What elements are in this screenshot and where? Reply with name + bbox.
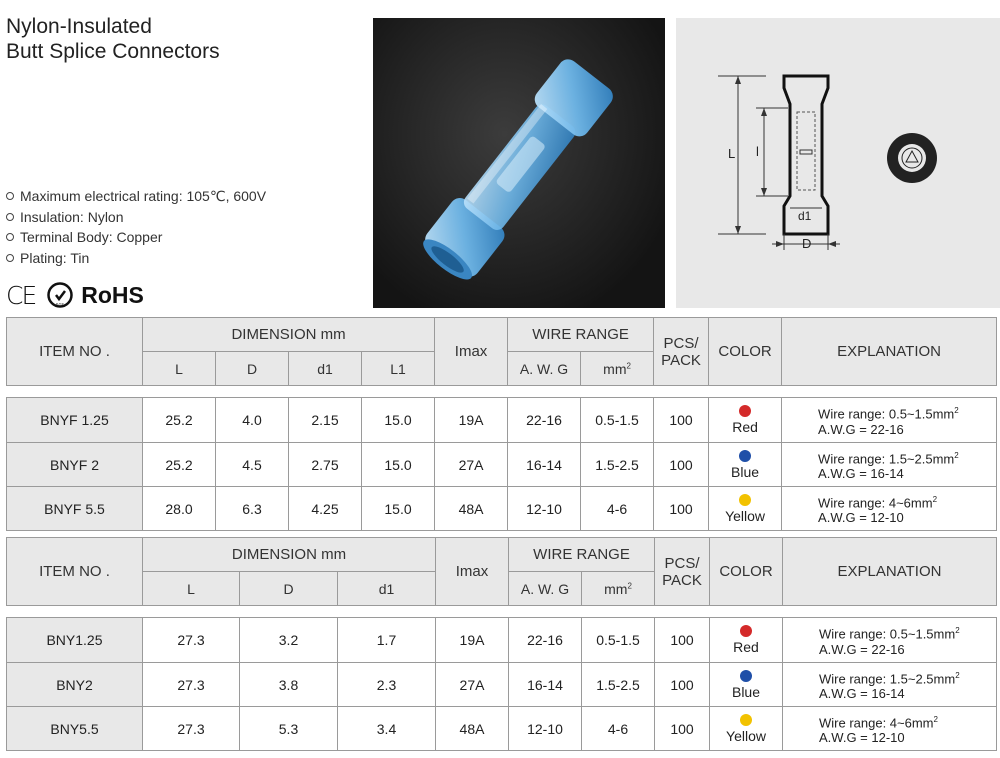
header-imax: Imax <box>435 318 508 386</box>
cell-L: 27.3 <box>143 707 240 751</box>
header-pcs-pack: PCS/ PACK <box>655 538 710 606</box>
cell-awg: 16-14 <box>508 443 581 487</box>
svg-text:D: D <box>802 236 812 251</box>
spec-item <box>6 248 266 269</box>
cell-D: 4.5 <box>216 443 289 487</box>
cell-D: 4.0 <box>216 398 289 443</box>
spec-list <box>6 186 266 268</box>
cell-color: Yellow <box>709 487 782 531</box>
svg-text:d1: d1 <box>798 209 812 223</box>
cell-d1: 3.4 <box>338 707 436 751</box>
cell-color: Yellow <box>710 707 783 751</box>
color-dot-icon <box>739 450 751 462</box>
dimension-diagram <box>676 18 1000 308</box>
item-no: BNYF 5.5 <box>7 487 143 531</box>
table-row <box>7 618 997 663</box>
cell-L1: 15.0 <box>362 398 435 443</box>
cell-mm2: 1.5-2.5 <box>581 443 654 487</box>
cell-L1: 15.0 <box>362 443 435 487</box>
svg-text:L: L <box>728 146 736 161</box>
cell-pcs: 100 <box>654 398 709 443</box>
color-dot-icon <box>739 405 751 417</box>
cell-D: 5.3 <box>240 707 338 751</box>
cell-mm2: 4-6 <box>582 707 655 751</box>
cell-color: Blue <box>709 443 782 487</box>
header-d1: d1 <box>338 572 436 606</box>
cell-pcs: 100 <box>654 487 709 531</box>
cell-d1: 1.7 <box>338 618 436 663</box>
cell-imax: 48A <box>436 707 509 751</box>
cell-L: 27.3 <box>143 663 240 707</box>
cell-imax: 27A <box>436 663 509 707</box>
color-dot-icon <box>739 494 751 506</box>
cell-d1: 2.75 <box>289 443 362 487</box>
technical-drawing <box>676 18 1000 308</box>
table-row <box>7 398 997 443</box>
cell-L: 28.0 <box>143 487 216 531</box>
cell-D: 3.8 <box>240 663 338 707</box>
header-wire-range: WIRE RANGE <box>508 318 654 352</box>
cell-L: 25.2 <box>143 443 216 487</box>
cell-pcs: 100 <box>655 663 710 707</box>
svg-text:SGS: SGS <box>56 302 65 308</box>
spec-text: Maximum electrical rating: 105℃, 600V <box>20 188 267 204</box>
table-row <box>7 663 997 707</box>
cell-explanation: Wire range: $0.5\sim 1.5mm^2$ A.W.G = 22-16 <box>782 398 997 443</box>
bullet-icon <box>6 192 14 200</box>
spec-table-bny <box>6 537 997 751</box>
header-item-no: ITEM NO . <box>7 318 143 386</box>
spec-text: Terminal Body: Copper <box>20 229 163 245</box>
item-no: BNYF 1.25 <box>7 398 143 443</box>
color-dot-icon <box>740 670 752 682</box>
cell-explanation: Wire range: $4\sim 6mm^2$ A.W.G = 12-10 <box>782 487 997 531</box>
header-L1: L1 <box>362 352 435 386</box>
cell-d1: 4.25 <box>289 487 362 531</box>
cell-L1: 15.0 <box>362 487 435 531</box>
header-dimension: DIMENSION mm <box>143 318 435 352</box>
item-no: BNY5.5 <box>7 707 143 751</box>
cell-pcs: 100 <box>655 618 710 663</box>
cell-d1: 2.3 <box>338 663 436 707</box>
cell-awg: 12-10 <box>509 707 582 751</box>
page-title <box>6 14 220 64</box>
table-row <box>7 487 997 531</box>
item-no: BNYF 2 <box>7 443 143 487</box>
product-photo <box>373 18 665 308</box>
cell-mm2: 0.5-1.5 <box>581 398 654 443</box>
cell-explanation: Wire range: $0.5\sim 1.5mm^2$ A.W.G = 22-16 <box>783 618 997 663</box>
cell-pcs: 100 <box>654 443 709 487</box>
sgs-logo-icon <box>47 282 73 308</box>
cell-color: Blue <box>710 663 783 707</box>
spec-text: Plating: Tin <box>20 249 90 266</box>
header-explanation: EXPLANATION <box>782 318 997 386</box>
header-L: L <box>143 352 216 386</box>
cell-imax: 27A <box>435 443 508 487</box>
header-dimension: DIMENSION mm <box>143 538 436 572</box>
cell-D: 3.2 <box>240 618 338 663</box>
ce-mark-icon: CE <box>6 280 36 310</box>
cell-D: 6.3 <box>216 487 289 531</box>
header-d1: d1 <box>289 352 362 386</box>
cell-d1: 2.15 <box>289 398 362 443</box>
header-pcs-pack: PCS/ PACK <box>654 318 709 386</box>
spec-item <box>6 227 266 248</box>
cell-explanation: Wire range: $4\sim 6mm^2$ A.W.G = 12-10 <box>783 707 997 751</box>
header-item-no: ITEM NO . <box>7 538 143 606</box>
cell-pcs: 100 <box>655 707 710 751</box>
header-explanation: EXPLANATION <box>783 538 997 606</box>
item-no: BNY2 <box>7 663 143 707</box>
cell-awg: 12-10 <box>508 487 581 531</box>
header-color: COLOR <box>710 538 783 606</box>
cell-imax: 19A <box>436 618 509 663</box>
title-line-1: Nylon-Insulated <box>6 15 152 38</box>
table-row <box>7 443 997 487</box>
butt-splice-connector-image <box>373 18 665 308</box>
color-dot-icon <box>740 714 752 726</box>
header-mm2: $mm^2$ <box>581 352 654 386</box>
header-L: L <box>143 572 240 606</box>
header-D: D <box>216 352 289 386</box>
bullet-icon <box>6 254 14 262</box>
header-color: COLOR <box>709 318 782 386</box>
rohs-logo: RoHS <box>81 281 144 308</box>
cell-L: 25.2 <box>143 398 216 443</box>
cell-mm2: 1.5-2.5 <box>582 663 655 707</box>
cell-mm2: 0.5-1.5 <box>582 618 655 663</box>
cell-L: 27.3 <box>143 618 240 663</box>
bullet-icon <box>6 233 14 241</box>
header-awg: A. W. G <box>509 572 582 606</box>
cell-awg: 16-14 <box>509 663 582 707</box>
item-no: BNY1.25 <box>7 618 143 663</box>
cell-color: Red <box>710 618 783 663</box>
title-line-2: Butt Splice Connectors <box>6 40 220 63</box>
cell-mm2: 4-6 <box>581 487 654 531</box>
header-wire-range: WIRE RANGE <box>509 538 655 572</box>
spec-item <box>6 186 266 207</box>
header-awg: A. W. G <box>508 352 581 386</box>
spec-text: Insulation: Nylon <box>20 208 124 225</box>
color-dot-icon <box>740 625 752 637</box>
header-D: D <box>240 572 338 606</box>
table-row <box>7 707 997 751</box>
spec-table-bnyf <box>6 317 997 531</box>
cell-imax: 48A <box>435 487 508 531</box>
certification-logos <box>6 280 144 310</box>
cell-imax: 19A <box>435 398 508 443</box>
cell-color: Red <box>709 398 782 443</box>
cell-explanation: Wire range: $1.5\sim 2.5mm^2$ A.W.G = 16-14 <box>783 663 997 707</box>
cell-awg: 22-16 <box>509 618 582 663</box>
bullet-icon <box>6 213 14 221</box>
header-mm2: $mm^2$ <box>582 572 655 606</box>
header-imax: Imax <box>436 538 509 606</box>
spec-item <box>6 207 266 228</box>
cell-awg: 22-16 <box>508 398 581 443</box>
cell-explanation: Wire range: $1.5\sim 2.5mm^2$ A.W.G = 16-14 <box>782 443 997 487</box>
svg-text:l: l <box>756 144 759 159</box>
